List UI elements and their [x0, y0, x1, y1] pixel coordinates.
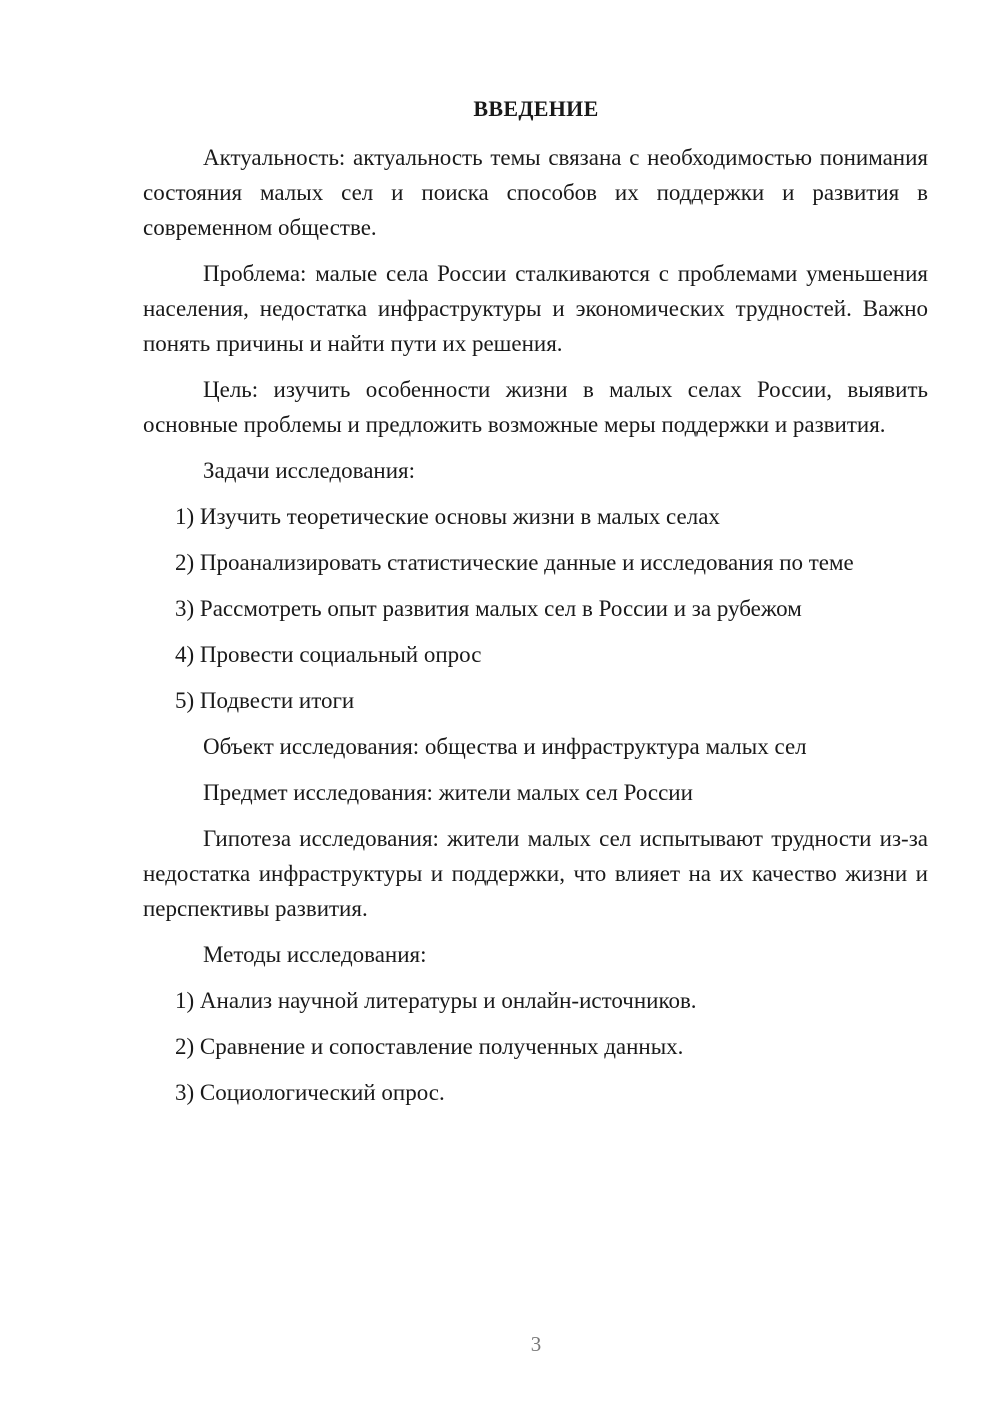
list-item: 4) Провести социальный опрос [175, 642, 482, 667]
relevance-paragraph: Актуальность: актуальность темы связана с необходимостью понимания состояния малых сел и поиска способов их поддержки и развития в современном обществе. [143, 145, 928, 240]
subject-line: Предмет исследования: жители малых сел России [203, 780, 693, 805]
object-line: Объект исследования: общества и инфраструктура малых сел [203, 734, 807, 759]
list-item: 3) Социологический опрос. [175, 1080, 445, 1105]
list-item: 2) Проанализировать статистические данные и исследования по теме [175, 550, 854, 575]
goal-paragraph: Цель: изучить особенности жизни в малых селах России, выявить основные проблемы и предложить возможные меры поддержки и развития. [143, 377, 928, 437]
list-item: 1) Изучить теоретические основы жизни в малых селах [175, 504, 720, 529]
list-item: 2) Сравнение и сопоставление полученных данных. [175, 1034, 684, 1059]
tasks-heading: Задачи исследования: [203, 458, 416, 483]
hypothesis-paragraph: Гипотеза исследования: жители малых сел испытывают трудности из-за недостатка инфраструктуры и поддержки, что влияет на их качество жизни и перспективы развития. [143, 826, 928, 921]
document-body [143, 140, 928, 1121]
page-number: 3 [530, 1332, 542, 1356]
list-item: 3) Рассмотреть опыт развития малых сел в России и за рубежом [175, 596, 802, 621]
list-item: 1) Анализ научной литературы и онлайн-источников. [175, 988, 697, 1013]
methods-list [143, 983, 928, 1110]
tasks-list [143, 499, 928, 718]
list-item: 5) Подвести итоги [175, 688, 355, 713]
problem-paragraph: Проблема: малые села России сталкиваются с проблемами уменьшения населения, недостатка инфраструктуры и экономических трудностей. Важно понять причины и найти пути их решения. [143, 261, 928, 356]
methods-heading: Методы исследования: [203, 942, 427, 967]
page-title: ВВЕДЕНИЕ [473, 96, 599, 121]
